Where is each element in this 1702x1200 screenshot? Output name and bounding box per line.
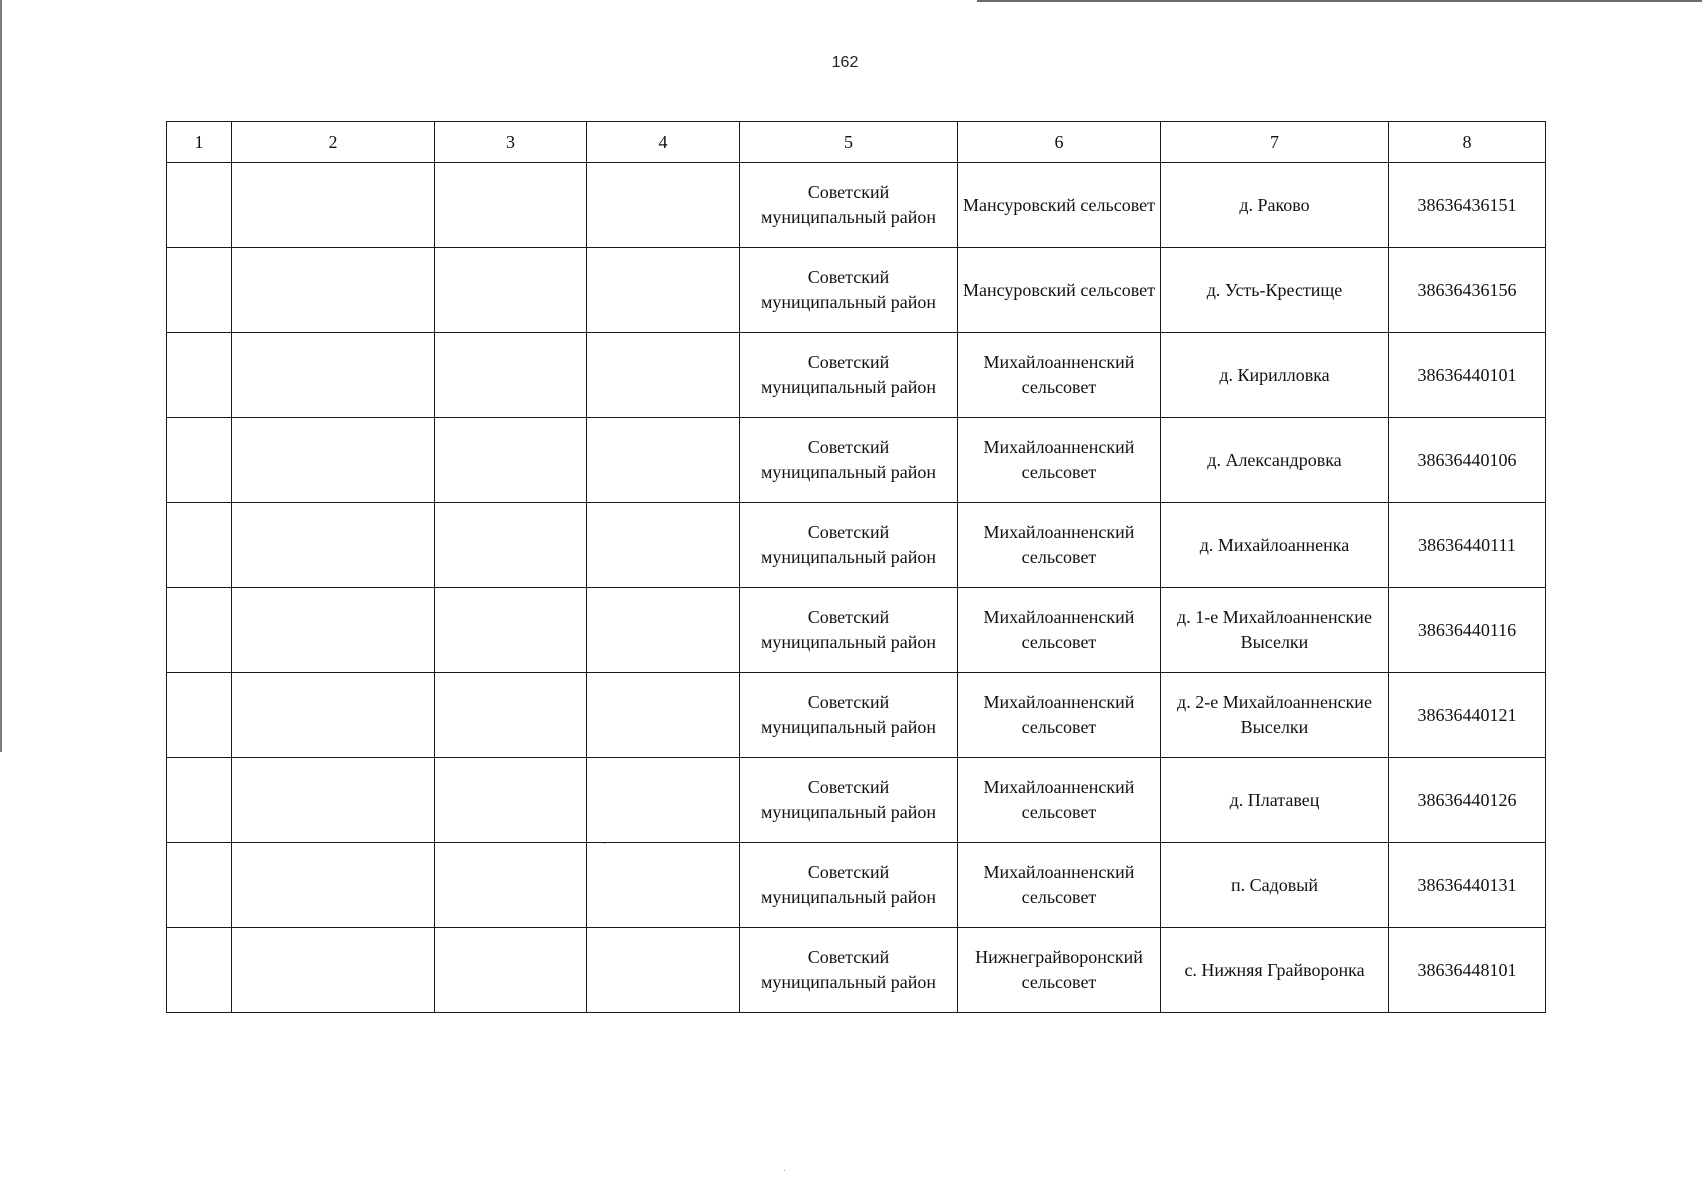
table-cell-col-4 [587,758,740,843]
table-row [167,673,1546,758]
table-cell-col-5: Советский муниципальный район [740,503,958,588]
table-cell-col-2 [232,928,435,1013]
table-cell-col-8: 38636436156 [1389,248,1546,333]
table-cell-col-6: Михайлоанненский сельсовет [958,503,1161,588]
table-cell-col-7: д. Михайлоанненка [1161,503,1389,588]
table-cell-col-3 [435,503,587,588]
table-cell-col-6: Михайлоанненский сельсовет [958,673,1161,758]
table-cell-col-6: Михайлоанненский сельсовет [958,333,1161,418]
table-cell-col-1 [167,163,232,248]
table-cell-col-2 [232,673,435,758]
table-cell-col-3 [435,163,587,248]
table-cell-col-7: д. Кирилловка [1161,333,1389,418]
table-cell-col-1 [167,503,232,588]
table-cell-col-4 [587,843,740,928]
table-cell-col-2 [232,588,435,673]
table-cell-col-3 [435,248,587,333]
column-header-6: 6 [958,122,1161,163]
table-cell-col-3 [435,588,587,673]
table-cell-col-8: 38636440126 [1389,758,1546,843]
table-cell-col-8: 38636440106 [1389,418,1546,503]
table-cell-col-4 [587,418,740,503]
table-cell-col-8: 38636440111 [1389,503,1546,588]
column-header-1: 1 [167,122,232,163]
column-header-2: 2 [232,122,435,163]
scan-top-edge-line [977,0,1702,2]
table-cell-col-5: Советский муниципальный район [740,248,958,333]
table-cell-col-4 [587,163,740,248]
table-cell-col-1 [167,673,232,758]
settlements-table [166,121,1546,1013]
table-cell-col-6: Михайлоанненский сельсовет [958,758,1161,843]
table-cell-col-5: Советский муниципальный район [740,333,958,418]
table-row [167,418,1546,503]
scan-speck [784,1170,785,1171]
table-cell-col-3 [435,418,587,503]
table-cell-col-3 [435,843,587,928]
table-cell-col-1 [167,843,232,928]
table-cell-col-7: д. Александровка [1161,418,1389,503]
table-cell-col-7: д. 1-е Михайлоанненские Выселки [1161,588,1389,673]
table-cell-col-1 [167,418,232,503]
table-row [167,843,1546,928]
table-cell-col-8: 38636440131 [1389,843,1546,928]
table-body [167,163,1546,1013]
table-cell-col-5: Советский муниципальный район [740,163,958,248]
table-cell-col-8: 38636436151 [1389,163,1546,248]
table-cell-col-6: Михайлоанненский сельсовет [958,843,1161,928]
table-row [167,248,1546,333]
table-cell-col-3 [435,333,587,418]
table-cell-col-6: Мансуровский сельсовет [958,248,1161,333]
page-number: 162 [831,54,859,71]
column-header-4: 4 [587,122,740,163]
table-cell-col-1 [167,333,232,418]
table-cell-col-7: с. Нижняя Грайворонка [1161,928,1389,1013]
table-cell-col-5: Советский муниципальный район [740,928,958,1013]
table-cell-col-7: д. 2-е Михайлоанненские Выселки [1161,673,1389,758]
table-cell-col-1 [167,758,232,843]
scan-speck [604,843,605,844]
table-cell-col-2 [232,758,435,843]
table-cell-col-7: п. Садовый [1161,843,1389,928]
table-cell-col-4 [587,333,740,418]
table-cell-col-7: д. Раково [1161,163,1389,248]
table-cell-col-8: 38636448101 [1389,928,1546,1013]
table-cell-col-1 [167,588,232,673]
table-cell-col-4 [587,248,740,333]
table-cell-col-2 [232,163,435,248]
table-cell-col-4 [587,503,740,588]
table-row [167,333,1546,418]
table-row [167,758,1546,843]
table-cell-col-3 [435,928,587,1013]
table-cell-col-6: Михайлоанненский сельсовет [958,588,1161,673]
table-cell-col-2 [232,503,435,588]
table-cell-col-5: Советский муниципальный район [740,843,958,928]
table-cell-col-7: д. Платавец [1161,758,1389,843]
table-row [167,928,1546,1013]
table-cell-col-4 [587,588,740,673]
table-cell-col-4 [587,928,740,1013]
table-cell-col-2 [232,843,435,928]
table-row [167,163,1546,248]
table-cell-col-8: 38636440116 [1389,588,1546,673]
table-header-row [167,122,1546,163]
table-row [167,588,1546,673]
table-cell-col-6: Мансуровский сельсовет [958,163,1161,248]
table-cell-col-5: Советский муниципальный район [740,588,958,673]
table-row [167,503,1546,588]
column-header-7: 7 [1161,122,1389,163]
table-cell-col-1 [167,248,232,333]
table-cell-col-2 [232,333,435,418]
column-header-5: 5 [740,122,958,163]
table-cell-col-8: 38636440121 [1389,673,1546,758]
column-header-8: 8 [1389,122,1546,163]
table-cell-col-4 [587,673,740,758]
table-cell-col-6: Нижнеграйворонский сельсовет [958,928,1161,1013]
table-cell-col-5: Советский муниципальный район [740,758,958,843]
column-header-3: 3 [435,122,587,163]
table-cell-col-2 [232,418,435,503]
table-cell-col-8: 38636440101 [1389,333,1546,418]
table-cell-col-3 [435,673,587,758]
scan-left-edge-line [0,0,2,752]
table-cell-col-5: Советский муниципальный район [740,673,958,758]
table-cell-col-5: Советский муниципальный район [740,418,958,503]
table-cell-col-1 [167,928,232,1013]
table-cell-col-7: д. Усть-Крестище [1161,248,1389,333]
table-cell-col-3 [435,758,587,843]
table-cell-col-2 [232,248,435,333]
table-cell-col-6: Михайлоанненский сельсовет [958,418,1161,503]
